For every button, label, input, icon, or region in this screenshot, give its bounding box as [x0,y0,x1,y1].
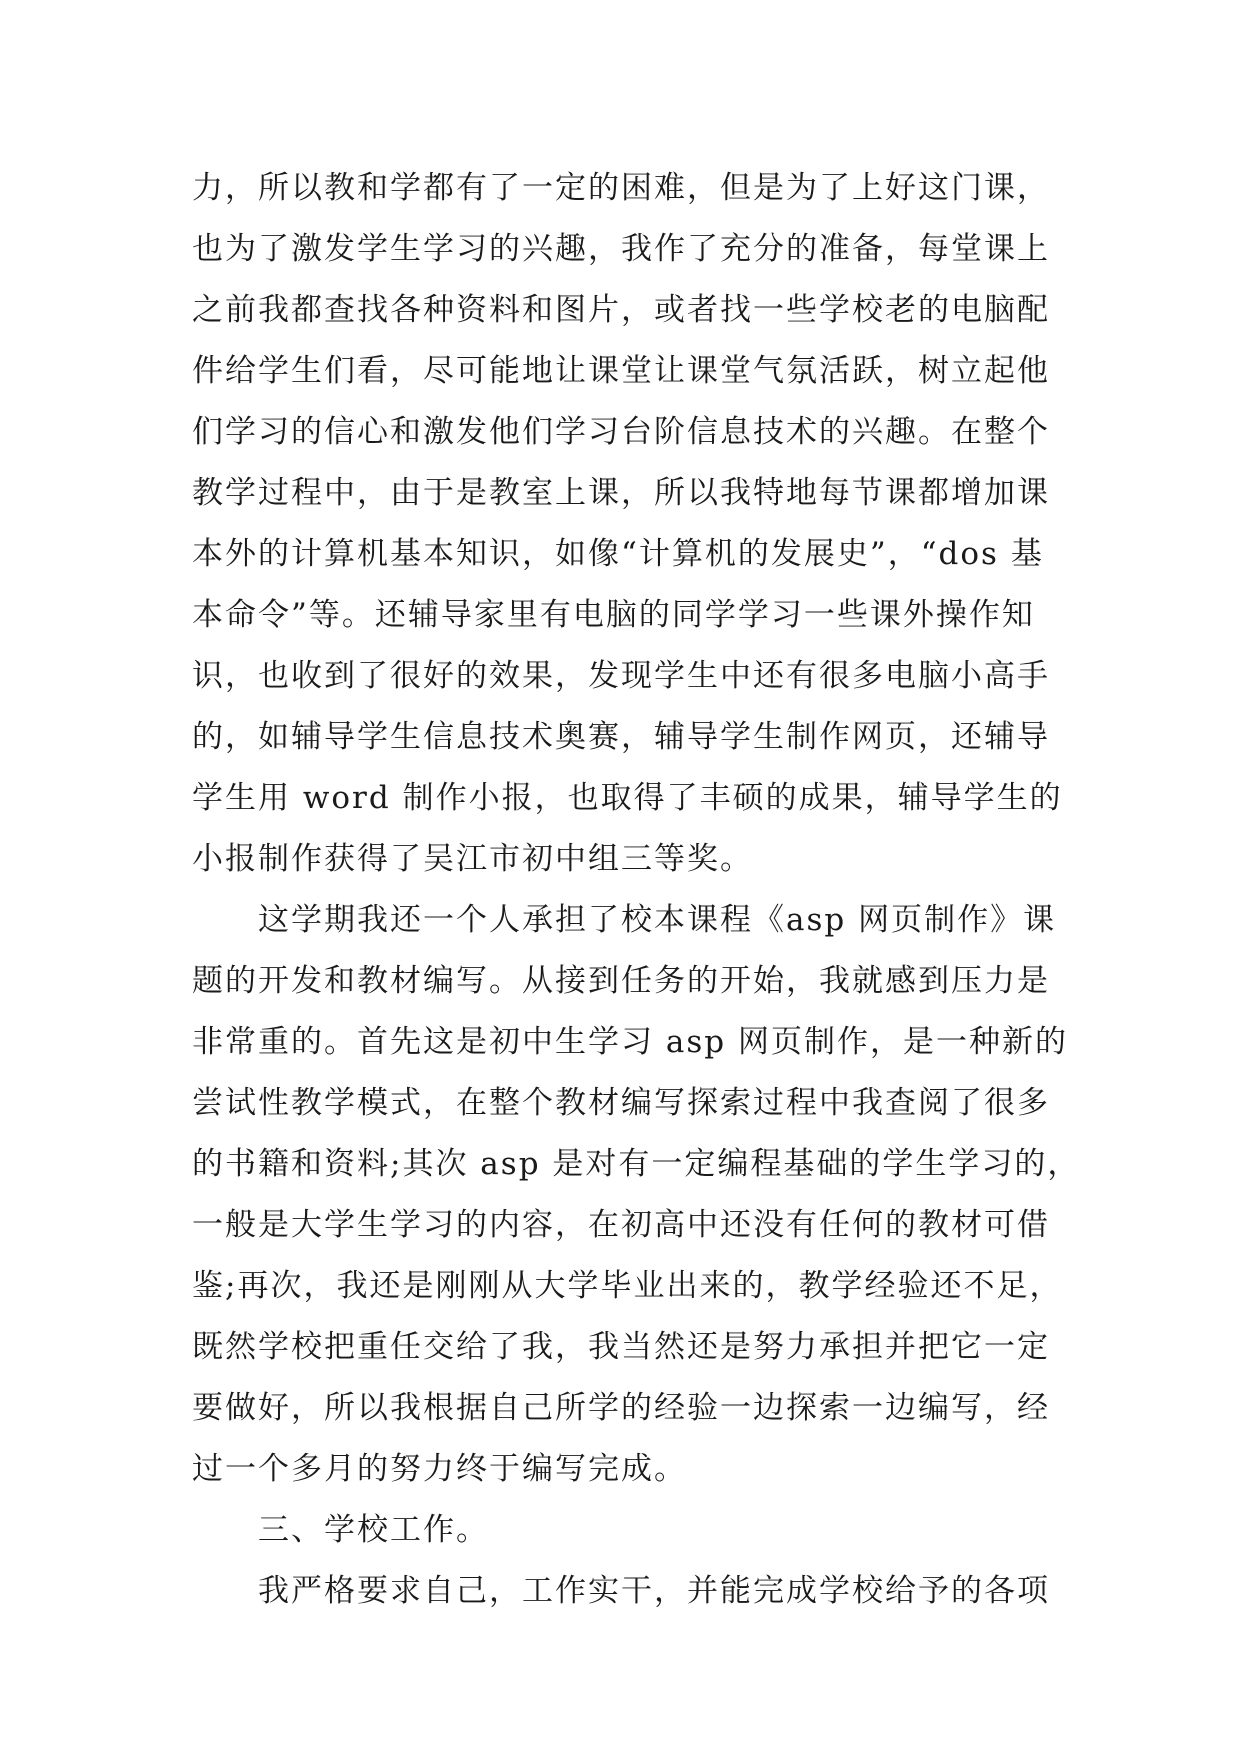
text-line: 三、学校工作。 [258,1512,489,1548]
text-line: 我严格要求自己，工作实干，并能完成学校给予的各项 [258,1573,1050,1609]
text-line: 题的开发和教材编写。从接到任务的开始，我就感到压力是 [192,963,1050,999]
text-line: 也为了激发学生学习的兴趣，我作了充分的准备，每堂课上 [192,231,1050,267]
text-line: 一般是大学生学习的内容，在初高中还没有任何的教材可借 [192,1207,1050,1243]
text-line: 们学习的信心和激发他们学习台阶信息技术的兴趣。在整个 [192,414,1050,450]
text-line: 要做好，所以我根据自己所学的经验一边探索一边编写，经 [192,1390,1050,1426]
text-line: 鉴;再次，我还是刚刚从大学毕业出来的，教学经验还不足， [192,1268,1063,1304]
text-line: 小报制作获得了吴江市初中组三等奖。 [192,841,753,877]
text-line: 尝试性教学模式，在整个教材编写探索过程中我查阅了很多 [192,1085,1050,1121]
text-line: 教学过程中，由于是教室上课，所以我特地每节课都增加课 [192,475,1050,511]
text-line: 非常重的。首先这是初中生学习 asp 网页制作，是一种新的 [192,1024,1068,1060]
text-line: 本外的计算机基本知识，如像“计算机的发展史”，“dos 基 [192,536,1044,572]
text-line: 的书籍和资料;其次 asp 是对有一定编程基础的学生学习的， [192,1146,1081,1182]
text-line: 力，所以教和学都有了一定的困难，但是为了上好这门课， [192,170,1050,206]
text-line: 过一个多月的努力终于编写完成。 [192,1451,687,1487]
text-line: 既然学校把重任交给了我，我当然还是努力承担并把它一定 [192,1329,1050,1365]
text-line: 之前我都查找各种资料和图片，或者找一些学校老的电脑配 [192,292,1050,328]
document-body [192,158,1081,1622]
text-line: 这学期我还一个人承担了校本课程《asp 网页制作》课 [258,902,1057,938]
text-line: 件给学生们看，尽可能地让课堂让课堂气氛活跃，树立起他 [192,353,1050,389]
text-line: 本命令”等。还辅导家里有电脑的同学学习一些课外操作知 [192,597,1035,633]
text-line: 识，也收到了很好的效果，发现学生中还有很多电脑小高手 [192,658,1050,694]
text-line: 学生用 word 制作小报，也取得了丰硕的成果，辅导学生的 [192,780,1063,816]
text-line: 的，如辅导学生信息技术奥赛，辅导学生制作网页，还辅导 [192,719,1050,755]
